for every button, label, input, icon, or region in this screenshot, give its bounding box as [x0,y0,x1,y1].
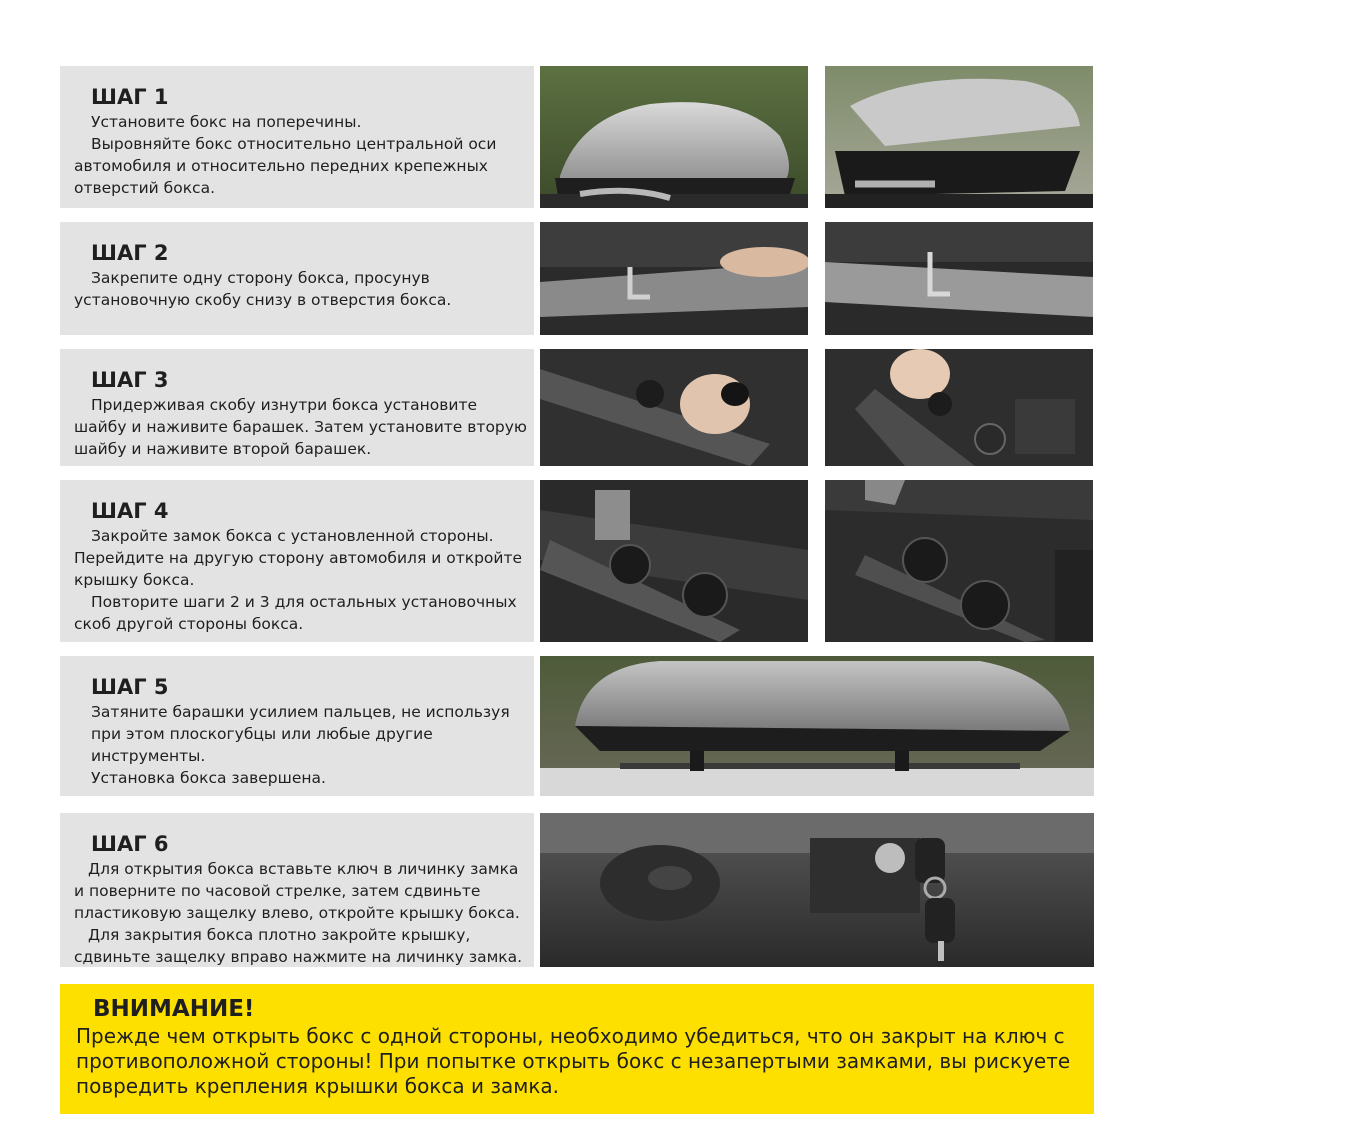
step-5-line-1: Затяните барашки усилием пальцев, не используя при этом плоскогубцы или любые другие инструменты. [91,703,510,765]
step-2-title: ШАГ 2 [91,241,169,265]
warning-panel [60,984,1094,1114]
step-2-panel [60,222,534,335]
step-3-title: ШАГ 3 [91,368,169,392]
step-6-panel [60,813,534,967]
step-6-title: ШАГ 6 [91,832,169,856]
step-4-line-1: Закройте замок бокса с установленной стороны. Перейдите на другую сторону автомобиля и откройте крышку бокса. [74,527,523,589]
step-3-panel [60,349,534,466]
roof-box-on-crossbars-photo [540,66,808,208]
step-4-panel [60,480,534,642]
two-wing-nuts-photo [540,480,808,642]
step-1-line-2: Выровняйте бокс относительно центральной оси автомобиля и относительно передних крепежных отверстий бокса. [74,135,497,197]
step-3-line-1: Придерживая скобу изнутри бокса установите шайбу и наживите барашек. Затем установите вторую шайбу и наживите второй барашек. [74,396,527,458]
warning-text: Прежде чем открыть бокс с одной стороны, необходимо убедиться, что он закрыт на ключ с противоположной стороны! При попытке открыть бокс с незапертыми замками, вы рискуете повредить крепления крышки бокса и замка. [76,1024,1071,1098]
step-5-title: ШАГ 5 [91,675,169,699]
lock-with-keys-photo [540,813,1094,967]
warning-title: ВНИМАНИЕ! [93,996,255,1022]
step-6-line-1: Для открытия бокса вставьте ключ в личинку замка и поверните по часовой стрелке, затем сдвиньте пластиковую защелку влево, откройте крышку бокса. [74,860,520,922]
wing-nut-install-hand-photo [825,349,1093,466]
step-1-line-1: Установите бокс на поперечины. [91,113,362,131]
bracket-insertion-hand-photo [540,222,808,335]
step-1-title: ШАГ 1 [91,85,169,109]
wing-nuts-inside-box-photo [825,480,1093,642]
bracket-under-crossbar-photo [825,222,1093,335]
step-5-line-2: Установка бокса завершена. [91,769,326,787]
roof-box-open-lid-photo [825,66,1093,208]
step-1-panel [60,66,534,208]
washer-install-hand-photo [540,349,808,466]
step-2-line-1: Закрепите одну сторону бокса, просунув установочную скобу снизу в отверстия бокса. [74,269,452,309]
step-6-line-2: Для закрытия бокса плотно закройте крышку, сдвиньте защелку вправо нажмите на личинку замка. [74,926,523,966]
installed-roof-box-photo [540,656,1094,796]
step-4-title: ШАГ 4 [91,499,169,523]
step-4-line-2: Повторите шаги 2 и 3 для остальных установочных скоб другой стороны бокса. [74,593,517,633]
step-5-panel [60,656,534,796]
